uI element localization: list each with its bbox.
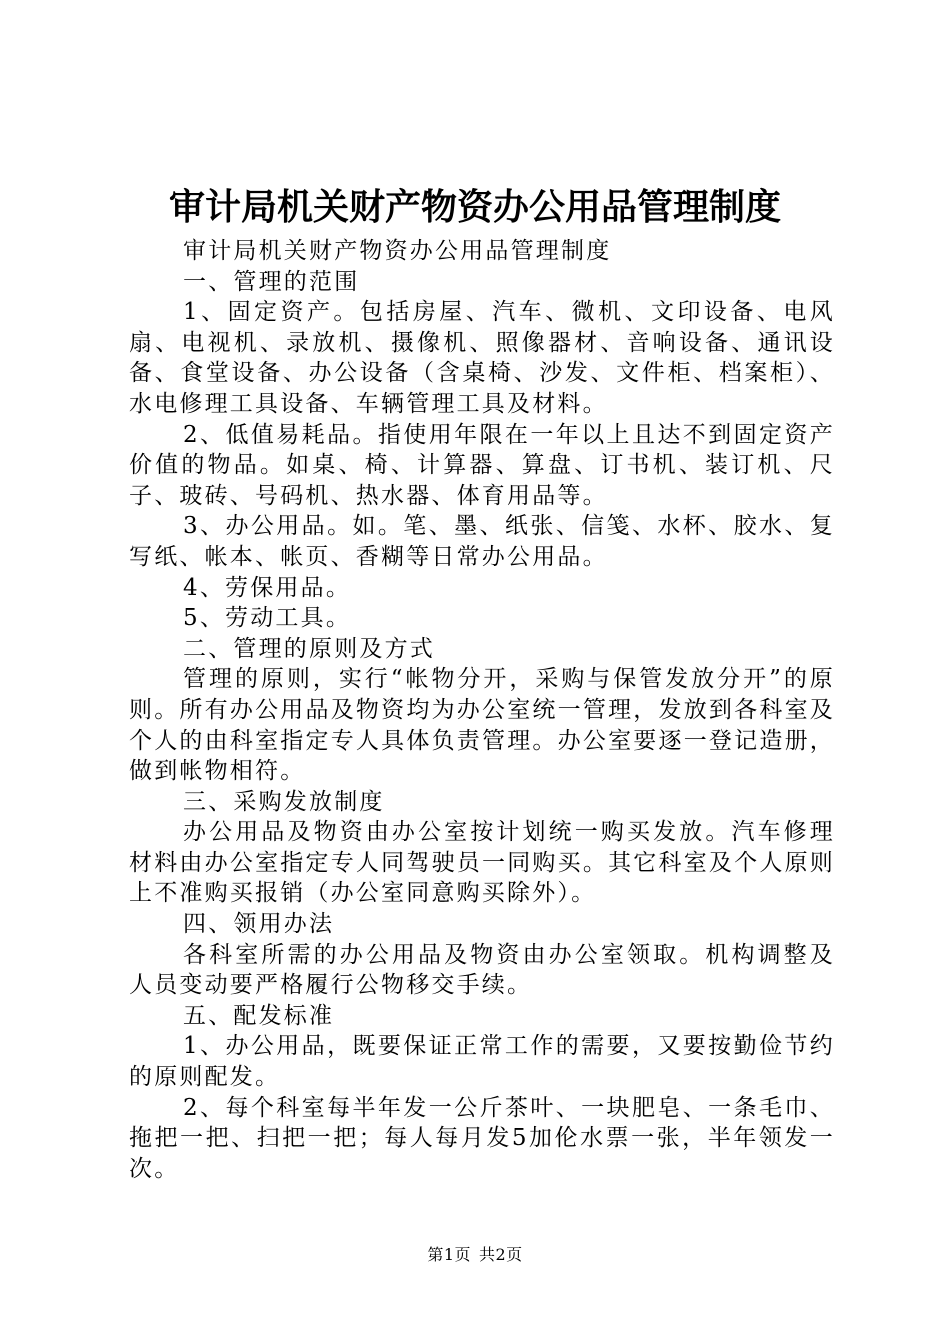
section-heading-purchasing: 三、采购发放制度 [183, 788, 385, 815]
document-body [129, 236, 835, 1184]
page-number-current: 第1页 [427, 1245, 471, 1264]
section-heading-standards: 五、配发标准 [183, 1002, 335, 1029]
section-heading-principles: 二、管理的原则及方式 [183, 635, 435, 662]
paragraph-standards-1: 1、办公用品，既要保证正常工作的需要，又要按勤俭节约的原则配发。 [129, 1033, 835, 1091]
paragraph-low-value-items: 2、低值易耗品。指使用年限在一年以上且达不到固定资产价值的物品。如桌、椅、计算器、算盘、订书机、装订机、尺子、玻砖、号码机、热水器、体育用品等。 [129, 421, 835, 509]
paragraph-purchasing: 办公用品及物资由办公室按计划统一购买发放。汽车修理材料由办公室指定专人同驾驶员一同购买。其它科室及个人原则上不准购买报销（办公室同意购买除外）。 [129, 819, 835, 907]
paragraph-office-supplies: 3、办公用品。如。笔、墨、纸张、信笺、水杯、胶水、复写纸、帐本、帐页、香糊等日常办公用品。 [129, 513, 835, 570]
paragraph-principles: 管理的原则，实行“帐物分开，采购与保管发放分开”的原则。所有办公用品及物资均为办公室统一管理，发放到各科室及个人的由科室指定专人具体负责管理。办公室要逐一登记造册，做到帐物相符。 [129, 666, 835, 785]
paragraph-standards-2: 2、每个科室每半年发一公斤茶叶、一块肥皂、一条毛巾、拖把一把、扫把一把；每人每月发5加伦水票一张，半年领发一次。 [129, 1094, 835, 1182]
section-heading-scope: 一、管理的范围 [183, 268, 360, 295]
paragraph-labor-protection: 4、劳保用品。 [183, 574, 352, 601]
section-heading-requisition: 四、领用办法 [183, 911, 335, 938]
document-title: 审计局机关财产物资办公用品管理制度 [168, 187, 781, 228]
paragraph-requisition: 各科室所需的办公用品及物资由办公室领取。机构调整及人员变动要严格履行公物移交手续。 [129, 941, 835, 999]
paragraph-fixed-assets: 1、固定资产。包括房屋、汽车、微机、文印设备、电风扇、电视机、录放机、摄像机、照像器材、音响设备、通讯设备、食堂设备、办公设备（含桌椅、沙发、文件柜、档案柜）、水电修理工具设备、车辆管理工具及材料。 [129, 299, 835, 417]
paragraph-labor-tools: 5、劳动工具。 [183, 605, 352, 632]
paragraph-doc-heading: 审计局机关财产物资办公用品管理制度 [183, 238, 612, 264]
page-footer [0, 1243, 950, 1267]
page-number-total: 共2页 [479, 1245, 523, 1264]
